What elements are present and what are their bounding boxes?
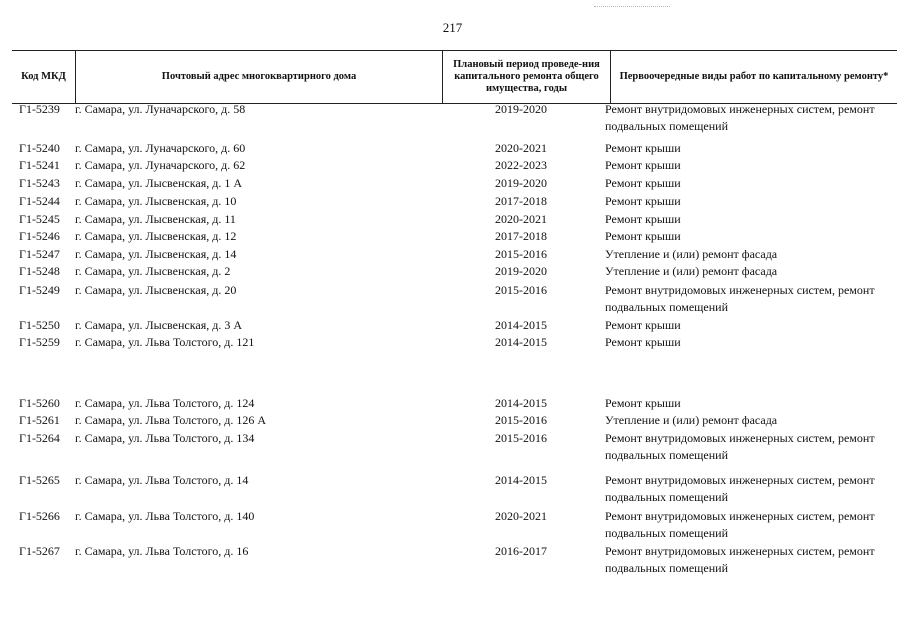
table-row (0, 472, 905, 506)
row-address: г. Самара, ул. Льва Толстого, д. 16 (75, 544, 249, 558)
row-period: 2015-2016 (495, 247, 547, 261)
row-address: г. Самара, ул. Льва Толстого, д. 140 (75, 509, 255, 523)
row-code: Г1-5249 (19, 283, 60, 297)
row-code: Г1-5259 (19, 335, 60, 349)
row-code: Г1-5267 (19, 544, 60, 558)
row-works: Ремонт внутридомовых инженерных систем, ремонт подвальных помещений (605, 473, 875, 504)
row-works: Ремонт внутридомовых инженерных систем, ремонт подвальных помещений (605, 102, 875, 133)
row-address: г. Самара, ул. Лысвенская, д. 12 (75, 229, 237, 243)
header-address: Почтовый адрес многоквартирного дома (76, 51, 443, 103)
row-address: г. Самара, ул. Льва Толстого, д. 14 (75, 473, 249, 487)
table-row (0, 543, 905, 577)
row-period: 2015-2016 (495, 283, 547, 297)
row-address: г. Самара, ул. Лысвенская, д. 20 (75, 283, 237, 297)
row-code: Г1-5246 (19, 229, 60, 243)
row-address: г. Самара, ул. Луначарского, д. 58 (75, 102, 246, 116)
row-period: 2019-2020 (495, 264, 547, 278)
row-works: Ремонт крыши (605, 141, 681, 155)
row-code: Г1-5261 (19, 413, 60, 427)
row-works: Ремонт крыши (605, 229, 681, 243)
row-address: г. Самара, ул. Льва Толстого, д. 134 (75, 431, 255, 445)
row-period: 2014-2015 (495, 396, 547, 410)
header-code: Код МКД (12, 51, 76, 103)
row-code: Г1-5239 (19, 102, 60, 116)
row-works: Утепление и (или) ремонт фасада (605, 247, 778, 261)
header-works: Первоочередные виды работ по капитальному ремонту* (619, 71, 889, 82)
row-works: Ремонт внутридомовых инженерных систем, ремонт подвальных помещений (605, 431, 875, 462)
row-period: 2020-2021 (495, 141, 547, 155)
row-period: 2019-2020 (495, 102, 547, 116)
row-code: Г1-5243 (19, 176, 60, 190)
row-period: 2020-2021 (495, 212, 547, 226)
row-period: 2017-2018 (495, 194, 547, 208)
row-works: Ремонт крыши (605, 176, 681, 190)
row-period: 2022-2023 (495, 158, 547, 172)
row-address: г. Самара, ул. Лысвенская, д. 2 (75, 264, 231, 278)
row-code: Г1-5245 (19, 212, 60, 226)
table-row (0, 430, 905, 464)
row-period: 2020-2021 (495, 509, 547, 523)
row-works: Ремонт крыши (605, 158, 681, 172)
row-address: г. Самара, ул. Луначарского, д. 62 (75, 158, 246, 172)
row-address: г. Самара, ул. Льва Толстого, д. 121 (75, 335, 255, 349)
row-period: 2015-2016 (495, 413, 547, 427)
row-address: г. Самара, ул. Лысвенская, д. 3 А (75, 318, 242, 332)
scan-mark (594, 6, 670, 9)
table-row (0, 508, 905, 542)
table-header (12, 50, 897, 104)
row-code: Г1-5244 (19, 194, 60, 208)
row-code: Г1-5266 (19, 509, 60, 523)
row-period: 2016-2017 (495, 544, 547, 558)
row-address: г. Самара, ул. Луначарского, д. 60 (75, 141, 246, 155)
row-code: Г1-5240 (19, 141, 60, 155)
row-works: Утепление и (или) ремонт фасада (605, 413, 778, 427)
row-works: Утепление и (или) ремонт фасада (605, 264, 778, 278)
row-code: Г1-5250 (19, 318, 60, 332)
row-code: Г1-5247 (19, 247, 60, 261)
row-address: г. Самара, ул. Льва Толстого, д. 126 А (75, 413, 267, 427)
row-address: г. Самара, ул. Льва Толстого, д. 124 (75, 396, 255, 410)
row-address: г. Самара, ул. Лысвенская, д. 11 (75, 212, 236, 226)
row-works: Ремонт крыши (605, 194, 681, 208)
row-works: Ремонт внутридомовых инженерных систем, ремонт подвальных помещений (605, 509, 875, 540)
row-period: 2014-2015 (495, 473, 547, 487)
row-address: г. Самара, ул. Лысвенская, д. 1 А (75, 176, 242, 190)
header-period: Плановый период проведе-ния капитального ремонта общего имущества, годы (443, 51, 611, 103)
row-works: Ремонт крыши (605, 212, 681, 226)
row-code: Г1-5264 (19, 431, 60, 445)
row-code: Г1-5241 (19, 158, 60, 172)
row-code: Г1-5248 (19, 264, 60, 278)
page-number: 217 (442, 20, 463, 35)
row-period: 2014-2015 (495, 335, 547, 349)
row-code: Г1-5260 (19, 396, 60, 410)
row-works: Ремонт внутридомовых инженерных систем, ремонт подвальных помещений (605, 283, 875, 314)
row-works: Ремонт крыши (605, 318, 681, 332)
row-period: 2019-2020 (495, 176, 547, 190)
row-period: 2015-2016 (495, 431, 547, 445)
row-period: 2017-2018 (495, 229, 547, 243)
row-code: Г1-5265 (19, 473, 60, 487)
row-period: 2014-2015 (495, 318, 547, 332)
row-works: Ремонт внутридомовых инженерных систем, ремонт подвальных помещений (605, 544, 875, 575)
row-works: Ремонт крыши (605, 335, 681, 349)
table-row (0, 101, 905, 135)
row-works: Ремонт крыши (605, 396, 681, 410)
table-row (0, 282, 905, 316)
table-row (0, 334, 905, 368)
row-address: г. Самара, ул. Лысвенская, д. 14 (75, 247, 237, 261)
row-address: г. Самара, ул. Лысвенская, д. 10 (75, 194, 237, 208)
